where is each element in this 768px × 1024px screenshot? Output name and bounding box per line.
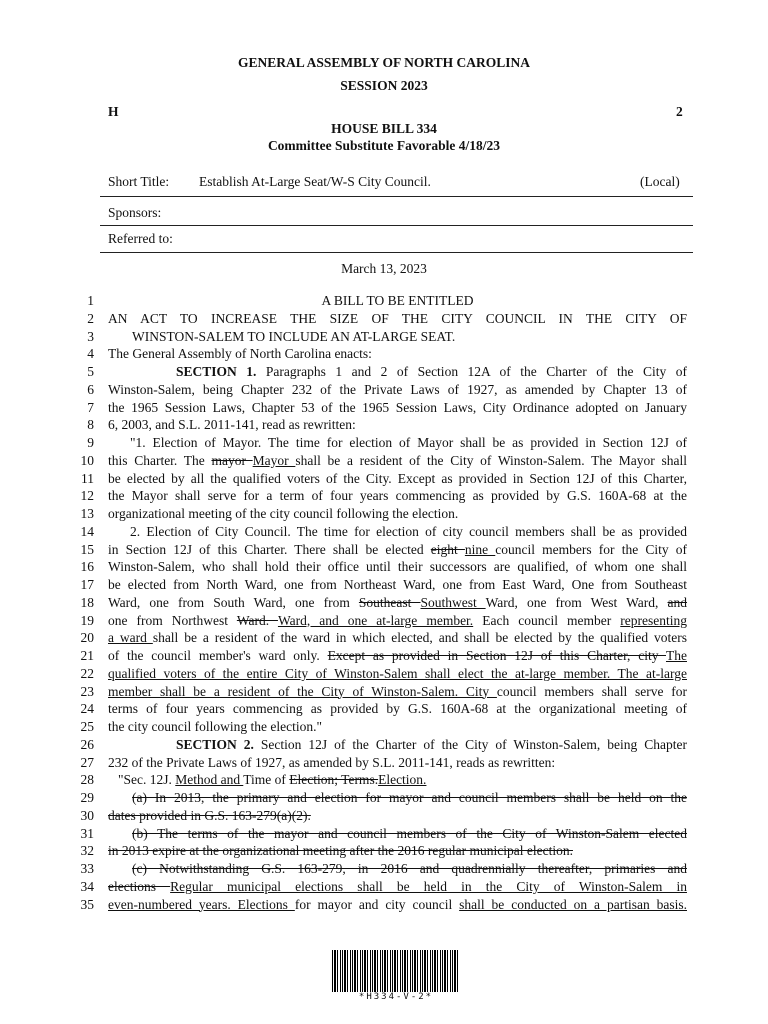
- line-text: the Mayor shall serve for a term of four years commencing as provided by G.S. 160A-68 at the: [108, 488, 687, 504]
- inserted-text: Election.: [378, 772, 427, 788]
- line-text: 232 of the Private Laws of 1927, as amended by S.L. 2011-141, reads as rewritten:: [108, 754, 556, 770]
- struck-text: (a) In 2013, the primary and election for mayor and council members shall be held on the: [132, 790, 687, 805]
- bill-line: [108, 719, 687, 735]
- struck-text: elections: [108, 878, 171, 894]
- line-number: 29: [80, 790, 94, 805]
- line-text: 6, 2003, and S.L. 2011-141, read as rewritten:: [108, 417, 356, 433]
- line-number: 13: [80, 506, 94, 521]
- bill-line: [108, 542, 687, 558]
- inserted-text: even-numbered years. Elections: [108, 896, 295, 912]
- line-text: The General Assembly of North Carolina enacts:: [108, 346, 372, 362]
- bill-line: [108, 453, 687, 469]
- line-text: Ward, one from South Ward, one from: [108, 594, 359, 610]
- line-number: 1: [87, 293, 94, 308]
- bill-line: [108, 329, 687, 345]
- inserted-text: Ward, and one at-large member.: [277, 612, 474, 628]
- inserted-text: qualified voters of the entire City of Winston-Salem shall elect the at-large member. The at-large: [108, 665, 687, 681]
- section-heading: SECTION 2.: [176, 736, 254, 752]
- struck-text: Ward.: [236, 612, 278, 628]
- line-text: Time of: [243, 772, 290, 788]
- bill-line: [108, 364, 687, 380]
- inserted-text: The: [665, 648, 687, 663]
- line-number: 26: [80, 736, 94, 752]
- bill-line: [108, 577, 687, 593]
- bill-line: [108, 417, 687, 433]
- line-number: 23: [80, 683, 94, 699]
- line-text: council members shall serve for: [496, 683, 687, 699]
- line-number: 25: [80, 719, 94, 734]
- bill-line: [108, 772, 687, 788]
- bill-line: [108, 755, 687, 771]
- line-number: 28: [80, 772, 94, 788]
- line-text: "1. Election of Mayor. The time for election of Mayor shall be as provided in Section 12J of: [130, 435, 687, 450]
- line-text: this Charter. The: [108, 452, 212, 468]
- line-text: Section 12J of the Charter of the City of Winston-Salem, being Chapter: [253, 736, 687, 752]
- session-heading: SESSION 2023: [340, 78, 428, 93]
- bill-line: [108, 506, 687, 522]
- bill-line: [108, 826, 687, 842]
- bill-line: [108, 808, 687, 824]
- bill-line: [108, 613, 687, 629]
- bill-line: [108, 471, 687, 487]
- bill-line: [108, 311, 687, 327]
- rule-1: [100, 196, 693, 197]
- barcode-label: *H334-V-2*: [358, 992, 434, 1002]
- bill-line: [108, 897, 687, 913]
- bill-date: March 13, 2023: [341, 261, 427, 276]
- bill-line: [108, 861, 687, 877]
- line-text: be elected from North Ward, one from Northeast Ward, one from East Ward, One from Southeast: [108, 577, 687, 592]
- line-number: 19: [80, 612, 94, 628]
- bill-line: [108, 648, 687, 664]
- line-text: AN ACT TO INCREASE THE SIZE OF THE CITY COUNCIL IN THE CITY OF: [108, 310, 687, 326]
- bill-line: [108, 524, 687, 540]
- bill-line: [108, 400, 687, 416]
- line-text: shall be a resident of the City of Winston-Salem. The Mayor shall: [295, 452, 687, 468]
- line-number: 18: [80, 594, 94, 610]
- line-text: be elected by all the qualified voters of the City. Except as provided in Section 12J of this Charter,: [108, 470, 687, 486]
- bill-line: [108, 701, 687, 717]
- struck-text: (b) The terms of the mayor and council members of the City of Winston-Salem elected: [132, 825, 687, 841]
- line-text: A BILL TO BE ENTITLED: [321, 293, 474, 308]
- line-number: 7: [87, 399, 94, 415]
- struck-text: (c) Notwithstanding G.S. 163-279, in 2016 and quadrennially thereafter, primaries and: [132, 861, 687, 876]
- line-number: 2: [87, 310, 94, 326]
- bill-line: [108, 346, 687, 362]
- line-number: 24: [80, 701, 94, 717]
- inserted-text: member shall be a resident of the City of Winston-Salem. City: [108, 683, 497, 699]
- struck-text: Except as provided in Section 12J of this Charter, city: [327, 648, 666, 663]
- bill-line: [108, 684, 687, 700]
- line-text: council members for the City of: [495, 541, 687, 557]
- line-text: for mayor and city council: [294, 896, 460, 912]
- bill-line: [108, 488, 687, 504]
- line-number: 4: [87, 346, 94, 362]
- bill-status: Committee Substitute Favorable 4/18/23: [267, 138, 501, 153]
- line-number: 5: [87, 364, 94, 379]
- line-number: 31: [80, 825, 94, 841]
- line-number: 6: [87, 381, 94, 397]
- line-text: WINSTON-SALEM TO INCLUDE AN AT-LARGE SEAT.: [132, 328, 456, 344]
- bill-line: [108, 666, 687, 682]
- line-number: 33: [80, 861, 94, 876]
- inserted-text: Southwest: [420, 594, 486, 610]
- bill-line: [108, 630, 687, 646]
- line-text: "Sec. 12J.: [118, 772, 176, 788]
- assembly-heading: GENERAL ASSEMBLY OF NORTH CAROLINA: [237, 55, 531, 70]
- line-text: Winston-Salem, being Chapter 232 of the Private Laws of 1927, as amended by Chapter 13 of: [108, 381, 687, 397]
- struck-text: eight: [430, 541, 465, 557]
- inserted-text: nine: [464, 541, 496, 557]
- inserted-text: representing: [620, 612, 688, 628]
- line-number: 9: [87, 435, 94, 450]
- line-number: 32: [80, 843, 94, 859]
- struck-text: and: [667, 594, 688, 610]
- bill-line: [108, 790, 687, 806]
- bill-line: [108, 559, 687, 575]
- inserted-text: Regular municipal elections shall be held in the City of Winston-Salem in: [170, 878, 687, 894]
- line-number: 14: [80, 523, 94, 539]
- rule-3: [100, 252, 693, 253]
- barcode: [332, 950, 460, 992]
- line-number: 10: [80, 452, 94, 468]
- rule-2: [100, 225, 693, 226]
- bill-line: [108, 737, 687, 753]
- line-number: 15: [80, 541, 94, 557]
- short-title-label: Short Title:: [108, 174, 170, 189]
- line-text: in Section 12J of this Charter. There shall be elected: [108, 541, 431, 557]
- line-text: of the council member's ward only.: [108, 648, 328, 663]
- line-text: Winston-Salem, who shall hold their office until their successors are qualified, of whom one shall: [108, 559, 687, 575]
- line-number: 20: [80, 630, 94, 646]
- bill-line: [108, 435, 687, 451]
- line-text: one from Northwest: [108, 612, 237, 628]
- line-number: 8: [87, 417, 94, 433]
- bill-line: [108, 382, 687, 398]
- struck-text: Election; Terms.: [289, 772, 379, 788]
- line-number: 35: [80, 896, 94, 912]
- inserted-text: shall be conducted on a partisan basis.: [459, 896, 687, 912]
- struck-text: in 2013 expire at the organizational meeting after the 2016 regular municipal election.: [108, 843, 573, 859]
- struck-text: mayor: [211, 452, 253, 468]
- line-text: organizational meeting of the city council following the election.: [108, 506, 459, 521]
- sponsors-label: Sponsors:: [108, 205, 162, 220]
- bill-line: [108, 843, 687, 859]
- line-number: 11: [81, 470, 94, 486]
- line-text: shall be a resident of the ward in which elected, and shall be elected by the qualified voters: [152, 630, 687, 646]
- version-number: 2: [676, 104, 683, 119]
- referred-label: Referred to:: [108, 231, 173, 246]
- line-number: 27: [80, 754, 94, 770]
- line-number: 12: [80, 488, 94, 504]
- line-number: 21: [80, 648, 94, 663]
- struck-text: dates provided in G.S. 163-279(a)(2).: [108, 807, 311, 823]
- short-title: Establish At-Large Seat/W-S City Council.: [199, 174, 431, 189]
- line-text: Ward, one from West Ward,: [485, 594, 668, 610]
- line-text: Paragraphs 1 and 2 of Section 12A of the Charter of the City of: [256, 364, 687, 379]
- line-text: Each council member: [473, 612, 621, 628]
- bill-number: HOUSE BILL 334: [331, 121, 437, 136]
- line-number: 30: [80, 807, 94, 823]
- chamber-code: H: [108, 104, 119, 119]
- inserted-text: a ward: [108, 630, 153, 646]
- line-text: the city council following the election.": [108, 719, 322, 734]
- bill-line: [108, 595, 687, 611]
- line-number: 16: [80, 559, 94, 575]
- bill-line: [108, 879, 687, 895]
- line-text: the 1965 Session Laws, Chapter 53 of the 1965 Session Laws, City Ordinance adopted on January: [108, 399, 687, 415]
- struck-text: Southeast: [358, 594, 421, 610]
- line-text: terms of four years commencing as provided by G.S. 160A-68 at the organizational meeting of: [108, 701, 687, 717]
- inserted-text: Method and: [175, 772, 244, 788]
- bill-type: (Local): [640, 174, 680, 189]
- section-heading: SECTION 1.: [176, 364, 257, 379]
- line-text: 2. Election of City Council. The time for election of city council members shall be as provided: [130, 523, 687, 539]
- line-number: 17: [80, 577, 94, 592]
- line-number: 34: [80, 878, 94, 894]
- bill-line: [108, 293, 687, 309]
- inserted-text: Mayor: [252, 452, 296, 468]
- line-number: 22: [80, 665, 94, 681]
- line-number: 3: [87, 328, 94, 344]
